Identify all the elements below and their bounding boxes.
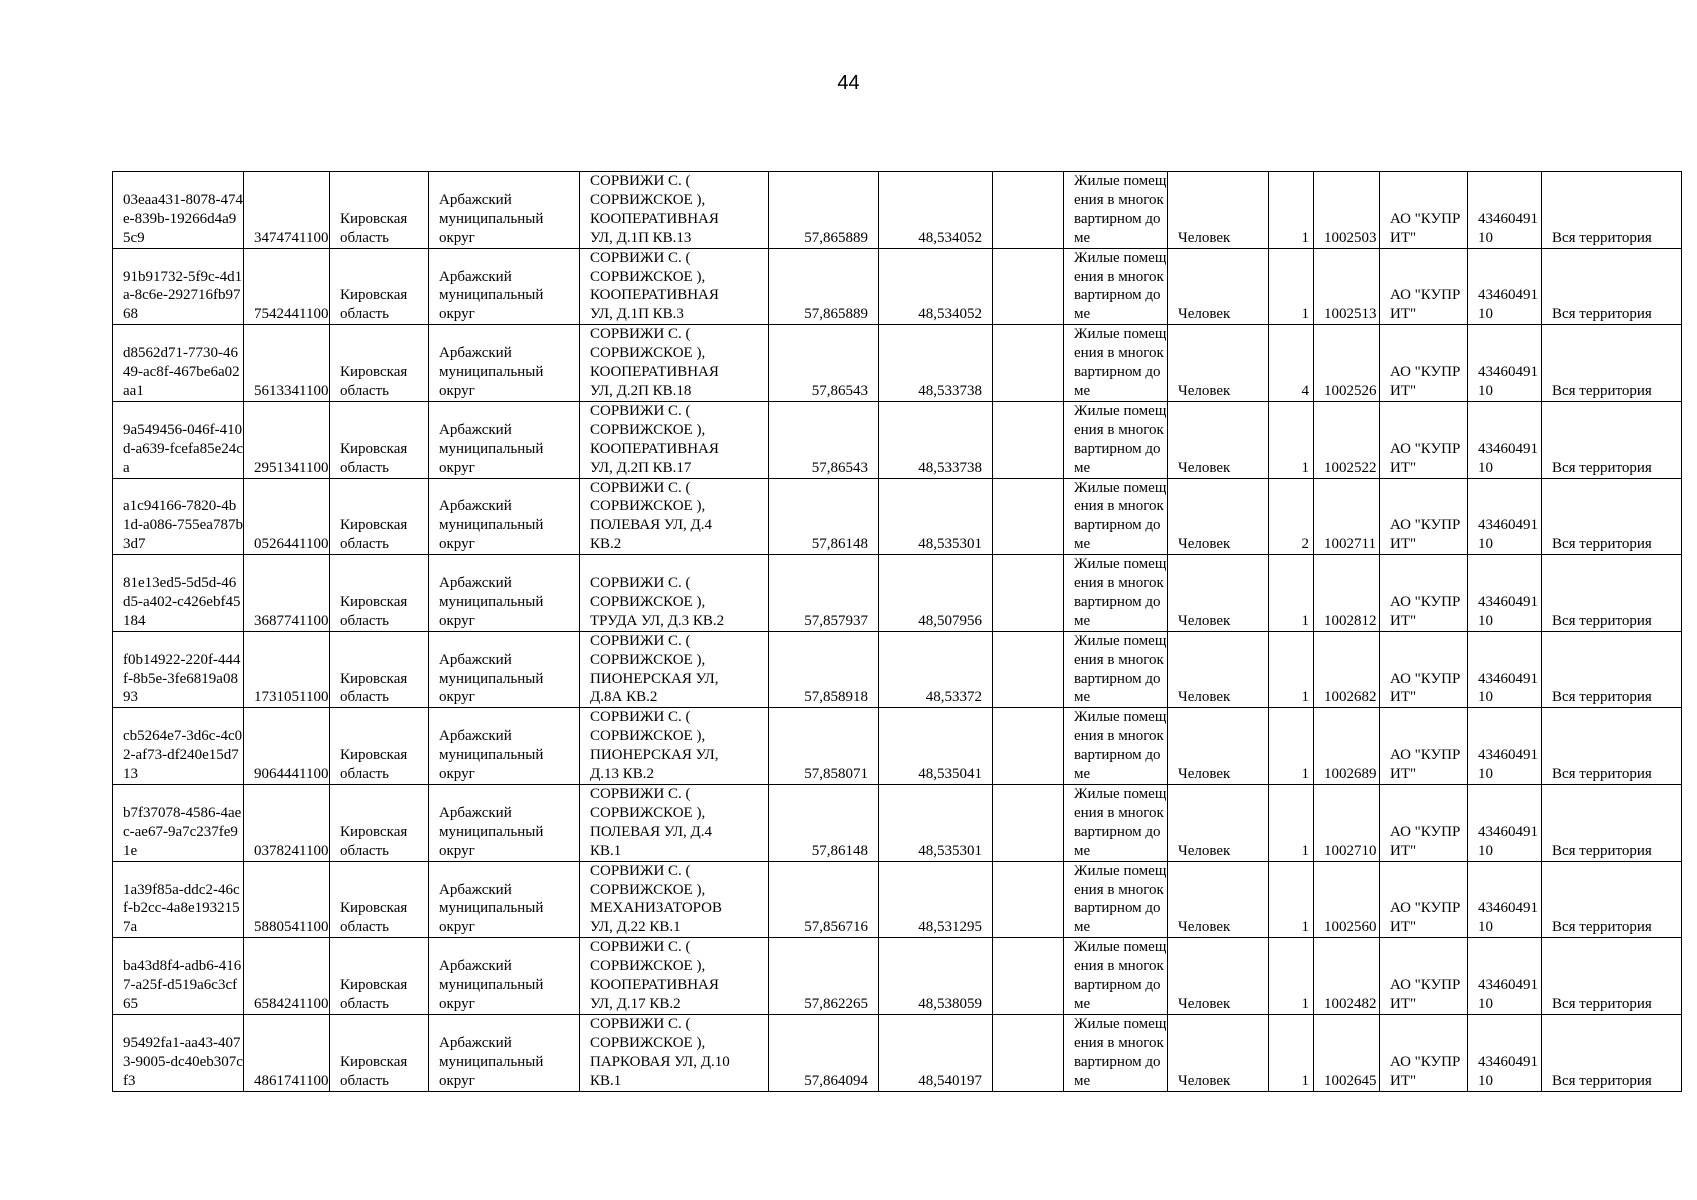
cell-inn: 4346049110 — [1468, 1014, 1542, 1091]
cell-longitude: 48,53372 — [879, 631, 993, 708]
address-line: Д.13 КВ.2 — [590, 766, 654, 783]
cell-record-id: 91b91732-5f9c-4d1a-8c6e-292716fb9768 — [113, 248, 244, 325]
cell-inn: 4346049110 — [1468, 785, 1542, 862]
cell-unit: Человек — [1168, 555, 1269, 632]
cell-region: Кировская область — [330, 248, 429, 325]
cell-region: Кировская область — [330, 938, 429, 1015]
cell-premises-type: Жилые помещения в многоквартирном доме — [1064, 785, 1168, 862]
address-line: КВ.2 — [590, 536, 622, 553]
address-line: СОРВИЖСКОЕ ), — [590, 268, 706, 285]
cell-code: 2951341100 — [244, 401, 330, 478]
cell-code: 9064441100 — [244, 708, 330, 785]
cell-code: 6584241100 — [244, 938, 330, 1015]
cell-address — [580, 325, 769, 402]
cell-address — [580, 555, 769, 632]
cell-unit: Человек — [1168, 1014, 1269, 1091]
registry-table — [112, 171, 1682, 1092]
cell-territory: Вся территория — [1542, 785, 1682, 862]
cell-organization: АО "КУПРИТ" — [1380, 861, 1468, 938]
address-line: СОРВИЖСКОЕ ), — [590, 958, 706, 975]
cell-longitude: 48,535301 — [879, 785, 993, 862]
cell-address — [580, 938, 769, 1015]
cell-premises-type: Жилые помещения в многоквартирном доме — [1064, 631, 1168, 708]
cell-code: 3474741100 — [244, 172, 330, 249]
cell-record-id: 03eaa431-8078-474e-839b-19266d4a95c9 — [113, 172, 244, 249]
address-line: СОРВИЖИ С. ( — [590, 786, 691, 802]
cell-unit: Человек — [1168, 631, 1269, 708]
cell-code: 3687741100 — [244, 555, 330, 632]
page-number: 44 — [837, 72, 860, 94]
cell-record-id: f0b14922-220f-444f-8b5e-3fe6819a0893 — [113, 631, 244, 708]
cell-unit: Человек — [1168, 938, 1269, 1015]
address-line: СОРВИЖСКОЕ ), — [590, 345, 706, 362]
cell-longitude: 48,538059 — [879, 938, 993, 1015]
cell-latitude: 57,86148 — [769, 478, 879, 555]
table-row — [113, 555, 1682, 632]
address-line: УЛ, Д.2П КВ.17 — [590, 459, 692, 476]
cell-premises-type: Жилые помещения в многоквартирном доме — [1064, 172, 1168, 249]
cell-latitude: 57,858918 — [769, 631, 879, 708]
cell-district: Арбажский муниципальный округ — [429, 172, 580, 249]
cell-premises-type: Жилые помещения в многоквартирном доме — [1064, 708, 1168, 785]
address-line: СОРВИЖСКОЕ ), — [590, 728, 706, 745]
address-line: КООПЕРАТИВНАЯ — [590, 364, 719, 381]
table-row — [113, 478, 1682, 555]
cell-quantity: 1 — [1269, 555, 1314, 632]
cell-address — [580, 478, 769, 555]
table-row — [113, 861, 1682, 938]
cell-district: Арбажский муниципальный округ — [429, 785, 580, 862]
table-row — [113, 1014, 1682, 1091]
address-line: СОРВИЖИ С. ( — [590, 632, 691, 649]
address-line: ПОЛЕВАЯ УЛ, Д.4 — [590, 823, 712, 840]
cell-record-id: 81e13ed5-5d5d-46d5-a402-c426ebf45184 — [113, 555, 244, 632]
cell-account: 1002513 — [1314, 248, 1380, 325]
cell-empty — [993, 478, 1064, 555]
cell-region: Кировская область — [330, 478, 429, 555]
table-row — [113, 401, 1682, 478]
address-line: СОРВИЖСКОЕ ), — [590, 498, 706, 515]
cell-organization: АО "КУПРИТ" — [1380, 248, 1468, 325]
address-line: УЛ, Д.22 КВ.1 — [590, 919, 681, 936]
cell-longitude: 48,531295 — [879, 861, 993, 938]
cell-account: 1002711 — [1314, 478, 1380, 555]
cell-account: 1002710 — [1314, 785, 1380, 862]
cell-region: Кировская область — [330, 785, 429, 862]
cell-empty — [993, 938, 1064, 1015]
cell-latitude: 57,858071 — [769, 708, 879, 785]
cell-empty — [993, 401, 1064, 478]
cell-unit: Человек — [1168, 401, 1269, 478]
cell-organization: АО "КУПРИТ" — [1380, 478, 1468, 555]
address-line: ПИОНЕРСКАЯ УЛ, — [590, 670, 719, 687]
cell-record-id: 9a549456-046f-410d-a639-fcefa85e24ca — [113, 401, 244, 478]
cell-district: Арбажский муниципальный округ — [429, 1014, 580, 1091]
cell-empty — [993, 248, 1064, 325]
cell-quantity: 1 — [1269, 401, 1314, 478]
cell-latitude: 57,864094 — [769, 1014, 879, 1091]
address-line: КВ.1 — [590, 1072, 622, 1089]
address-line: СОРВИЖИ С. ( — [590, 862, 691, 879]
cell-inn: 4346049110 — [1468, 478, 1542, 555]
cell-quantity: 2 — [1269, 478, 1314, 555]
address-line: СОРВИЖИ С. ( — [590, 402, 691, 419]
cell-account: 1002560 — [1314, 861, 1380, 938]
cell-inn: 4346049110 — [1468, 325, 1542, 402]
cell-empty — [993, 785, 1064, 862]
address-line: ПАРКОВАЯ УЛ, Д.10 — [590, 1053, 730, 1070]
cell-account: 1002503 — [1314, 172, 1380, 249]
cell-territory: Вся территория — [1542, 1014, 1682, 1091]
cell-premises-type: Жилые помещения в многоквартирном доме — [1064, 555, 1168, 632]
address-line: ТРУДА УЛ, Д.3 КВ.2 — [590, 612, 725, 629]
address-line: СОРВИЖСКОЕ ), — [590, 804, 706, 821]
cell-quantity: 1 — [1269, 938, 1314, 1015]
cell-district: Арбажский муниципальный округ — [429, 555, 580, 632]
cell-inn: 4346049110 — [1468, 555, 1542, 632]
address-line: КООПЕРАТИВНАЯ — [590, 440, 719, 457]
cell-territory: Вся территория — [1542, 325, 1682, 402]
table-row — [113, 708, 1682, 785]
cell-territory: Вся территория — [1542, 938, 1682, 1015]
cell-district: Арбажский муниципальный округ — [429, 708, 580, 785]
cell-unit: Человек — [1168, 861, 1269, 938]
address-line: ПОЛЕВАЯ УЛ, Д.4 — [590, 517, 712, 534]
address-line: СОРВИЖСКОЕ ), — [590, 421, 706, 438]
address-line: СОРВИЖСКОЕ ), — [590, 191, 706, 208]
cell-record-id: d8562d71-7730-4649-ac8f-467be6a02aa1 — [113, 325, 244, 402]
cell-empty — [993, 325, 1064, 402]
cell-longitude: 48,534052 — [879, 172, 993, 249]
address-line: УЛ, Д.1П КВ.3 — [590, 306, 684, 323]
address-line: ПИОНЕРСКАЯ УЛ, — [590, 747, 719, 764]
cell-empty — [993, 172, 1064, 249]
cell-code: 1731051100 — [244, 631, 330, 708]
cell-account: 1002689 — [1314, 708, 1380, 785]
table-row — [113, 631, 1682, 708]
cell-empty — [993, 631, 1064, 708]
cell-quantity: 1 — [1269, 785, 1314, 862]
address-line: УЛ, Д.2П КВ.18 — [590, 382, 692, 399]
cell-district: Арбажский муниципальный округ — [429, 325, 580, 402]
cell-region: Кировская область — [330, 172, 429, 249]
table-row — [113, 325, 1682, 402]
cell-longitude: 48,534052 — [879, 248, 993, 325]
cell-code: 7542441100 — [244, 248, 330, 325]
cell-latitude: 57,857937 — [769, 555, 879, 632]
cell-region: Кировская область — [330, 401, 429, 478]
cell-empty — [993, 708, 1064, 785]
address-line: УЛ, Д.1П КВ.13 — [590, 229, 692, 246]
cell-territory: Вся территория — [1542, 631, 1682, 708]
cell-premises-type: Жилые помещения в многоквартирном доме — [1064, 248, 1168, 325]
table-row — [113, 248, 1682, 325]
cell-inn: 4346049110 — [1468, 401, 1542, 478]
cell-quantity: 1 — [1269, 631, 1314, 708]
registry-rows — [113, 172, 1682, 1092]
cell-record-id: 95492fa1-aa43-4073-9005-dc40eb307cf3 — [113, 1014, 244, 1091]
cell-region: Кировская область — [330, 861, 429, 938]
cell-code: 5613341100 — [244, 325, 330, 402]
cell-address — [580, 172, 769, 249]
cell-quantity: 1 — [1269, 248, 1314, 325]
cell-unit: Человек — [1168, 172, 1269, 249]
cell-quantity: 4 — [1269, 325, 1314, 402]
cell-organization: АО "КУПРИТ" — [1380, 708, 1468, 785]
cell-territory: Вся территория — [1542, 478, 1682, 555]
address-line: СОРВИЖИ С. ( — [590, 1015, 691, 1032]
cell-record-id: a1c94166-7820-4b1d-a086-755ea787b3d7 — [113, 478, 244, 555]
table-row — [113, 938, 1682, 1015]
cell-unit: Человек — [1168, 785, 1269, 862]
cell-inn: 4346049110 — [1468, 938, 1542, 1015]
address-line: СОРВИЖИ С. ( — [590, 249, 691, 266]
address-line: СОРВИЖИ С. ( — [590, 479, 691, 496]
cell-code: 0378241100 — [244, 785, 330, 862]
cell-district: Арбажский муниципальный округ — [429, 631, 580, 708]
cell-record-id: cb5264e7-3d6c-4c02-af73-df240e15d713 — [113, 708, 244, 785]
address-line: СОРВИЖИ С. ( — [590, 326, 691, 343]
address-line: КООПЕРАТИВНАЯ — [590, 977, 719, 994]
cell-address — [580, 861, 769, 938]
cell-address — [580, 785, 769, 862]
cell-quantity: 1 — [1269, 1014, 1314, 1091]
cell-record-id: ba43d8f4-adb6-4167-a25f-d519a6c3cf65 — [113, 938, 244, 1015]
cell-district: Арбажский муниципальный округ — [429, 248, 580, 325]
cell-region: Кировская область — [330, 325, 429, 402]
cell-organization: АО "КУПРИТ" — [1380, 325, 1468, 402]
cell-longitude: 48,533738 — [879, 401, 993, 478]
cell-longitude: 48,533738 — [879, 325, 993, 402]
cell-unit: Человек — [1168, 478, 1269, 555]
cell-address — [580, 631, 769, 708]
cell-longitude: 48,535041 — [879, 708, 993, 785]
cell-latitude: 57,865889 — [769, 248, 879, 325]
cell-premises-type: Жилые помещения в многоквартирном доме — [1064, 325, 1168, 402]
cell-district: Арбажский муниципальный округ — [429, 478, 580, 555]
cell-territory: Вся территория — [1542, 172, 1682, 249]
cell-empty — [993, 861, 1064, 938]
cell-latitude: 57,86148 — [769, 785, 879, 862]
cell-address — [580, 708, 769, 785]
address-line: УЛ, Д.17 КВ.2 — [590, 995, 681, 1012]
cell-account: 1002812 — [1314, 555, 1380, 632]
cell-address — [580, 1014, 769, 1091]
address-line: СОРВИЖИ С. ( — [590, 173, 691, 189]
cell-district: Арбажский муниципальный округ — [429, 401, 580, 478]
address-line: Д.8А КВ.2 — [590, 689, 658, 706]
cell-unit: Человек — [1168, 248, 1269, 325]
cell-account: 1002682 — [1314, 631, 1380, 708]
cell-organization: АО "КУПРИТ" — [1380, 938, 1468, 1015]
cell-inn: 4346049110 — [1468, 172, 1542, 249]
cell-quantity: 1 — [1269, 861, 1314, 938]
cell-organization: АО "КУПРИТ" — [1380, 1014, 1468, 1091]
cell-empty — [993, 555, 1064, 632]
cell-organization: АО "КУПРИТ" — [1380, 401, 1468, 478]
cell-empty — [993, 1014, 1064, 1091]
address-line: МЕХАНИЗАТОРОВ — [590, 900, 723, 917]
cell-region: Кировская область — [330, 708, 429, 785]
cell-account: 1002645 — [1314, 1014, 1380, 1091]
address-line: СОРВИЖИ С. ( — [590, 575, 691, 592]
cell-longitude: 48,507956 — [879, 555, 993, 632]
address-line: СОРВИЖСКОЕ ), — [590, 651, 706, 668]
cell-record-id: 1a39f85a-ddc2-46cf-b2cc-4a8e1932157a — [113, 861, 244, 938]
cell-territory: Вся территория — [1542, 401, 1682, 478]
cell-account: 1002526 — [1314, 325, 1380, 402]
cell-territory: Вся территория — [1542, 861, 1682, 938]
cell-address — [580, 401, 769, 478]
address-line: КООПЕРАТИВНАЯ — [590, 287, 719, 304]
cell-longitude: 48,535301 — [879, 478, 993, 555]
cell-latitude: 57,86543 — [769, 401, 879, 478]
cell-premises-type: Жилые помещения в многоквартирном доме — [1064, 478, 1168, 555]
address-line: СОРВИЖСКОЕ ), — [590, 593, 706, 610]
cell-organization: АО "КУПРИТ" — [1380, 631, 1468, 708]
cell-region: Кировская область — [330, 555, 429, 632]
cell-district: Арбажский муниципальный округ — [429, 938, 580, 1015]
cell-unit: Человек — [1168, 325, 1269, 402]
cell-latitude: 57,865889 — [769, 172, 879, 249]
cell-premises-type: Жилые помещения в многоквартирном доме — [1064, 1014, 1168, 1091]
cell-longitude: 48,540197 — [879, 1014, 993, 1091]
address-line: СОРВИЖИ С. ( — [590, 709, 691, 726]
cell-organization: АО "КУПРИТ" — [1380, 555, 1468, 632]
cell-organization: АО "КУПРИТ" — [1380, 785, 1468, 862]
cell-district: Арбажский муниципальный округ — [429, 861, 580, 938]
address-line: СОРВИЖСКОЕ ), — [590, 881, 706, 898]
cell-quantity: 1 — [1269, 172, 1314, 249]
cell-territory: Вся территория — [1542, 555, 1682, 632]
address-line: СОРВИЖСКОЕ ), — [590, 1034, 706, 1051]
cell-account: 1002482 — [1314, 938, 1380, 1015]
cell-unit: Человек — [1168, 708, 1269, 785]
address-line: КООПЕРАТИВНАЯ — [590, 210, 719, 227]
cell-code: 4861741100 — [244, 1014, 330, 1091]
cell-latitude: 57,862265 — [769, 938, 879, 1015]
cell-premises-type: Жилые помещения в многоквартирном доме — [1064, 861, 1168, 938]
table-row — [113, 172, 1682, 249]
cell-territory: Вся территория — [1542, 708, 1682, 785]
cell-quantity: 1 — [1269, 708, 1314, 785]
cell-latitude: 57,856716 — [769, 861, 879, 938]
cell-territory: Вся территория — [1542, 248, 1682, 325]
cell-address — [580, 248, 769, 325]
cell-record-id: b7f37078-4586-4aec-ae67-9a7c237fe91e — [113, 785, 244, 862]
cell-region: Кировская область — [330, 1014, 429, 1091]
cell-inn: 4346049110 — [1468, 248, 1542, 325]
cell-region: Кировская область — [330, 631, 429, 708]
cell-organization: АО "КУПРИТ" — [1380, 172, 1468, 249]
cell-code: 0526441100 — [244, 478, 330, 555]
cell-inn: 4346049110 — [1468, 861, 1542, 938]
cell-inn: 4346049110 — [1468, 708, 1542, 785]
cell-account: 1002522 — [1314, 401, 1380, 478]
table-row — [113, 785, 1682, 862]
address-line: СОРВИЖИ С. ( — [590, 939, 691, 956]
cell-inn: 4346049110 — [1468, 631, 1542, 708]
address-line: КВ.1 — [590, 842, 622, 859]
cell-premises-type: Жилые помещения в многоквартирном доме — [1064, 938, 1168, 1015]
cell-premises-type: Жилые помещения в многоквартирном доме — [1064, 401, 1168, 478]
cell-latitude: 57,86543 — [769, 325, 879, 402]
cell-code: 5880541100 — [244, 861, 330, 938]
